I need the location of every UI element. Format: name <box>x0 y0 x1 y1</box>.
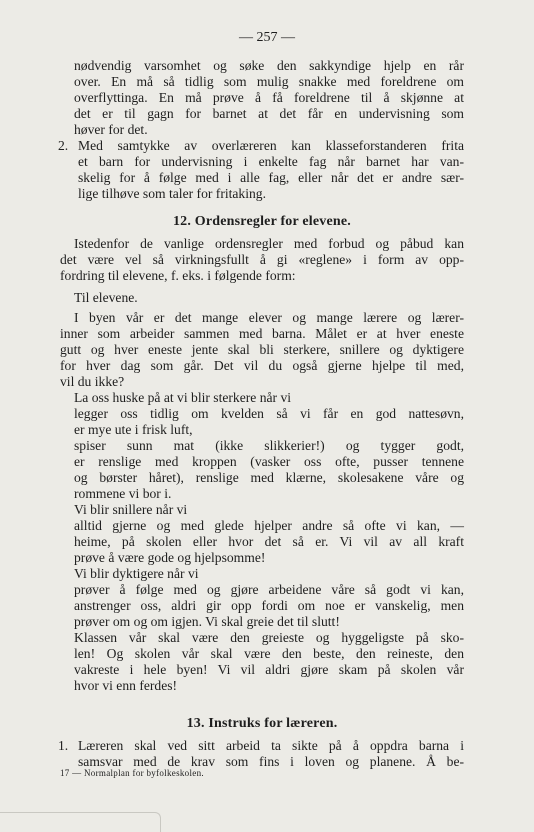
intro-paragraph <box>60 58 464 138</box>
page-number: — 257 — <box>239 30 295 45</box>
item-number: 2. <box>58 138 69 153</box>
numbered-item-1 <box>60 738 464 770</box>
text-line: det være vel så virkningsfullt å gi «reglene» i form av opp- <box>60 252 464 267</box>
page-edge-shadow <box>0 812 161 832</box>
rule-line: Vi blir dyktigere når vi <box>74 566 199 581</box>
text-line: samsvar med de krav som fins i loven og planene. Å be- <box>78 754 464 769</box>
text-line: for hver dag som går. Det vil du også gjerne hjelpe til med, <box>60 358 464 373</box>
text-line: det er til gagn for barnet at det får en undervisning som <box>74 106 464 121</box>
text-line: Læreren skal ved sitt arbeid ta sikte på å oppdra barna i <box>78 738 464 753</box>
rule-line: Vi blir snillere når vi <box>74 502 188 517</box>
rule-line: prøver om og om igjen. Vi skal greie det til slutt! <box>74 614 340 629</box>
section-13-heading: 13. Instruks for læreren. <box>186 716 338 731</box>
rules-list <box>60 390 464 694</box>
rule-line: anstrenger oss, aldri gir opp fordi om noe er vanskelig, men <box>74 598 464 613</box>
section-12-heading: 12. Ordensregler for elevene. <box>172 214 352 229</box>
rule-line: er mye ute i frisk luft, <box>74 422 193 437</box>
numbered-item-2 <box>60 138 464 202</box>
footnote: 17 — Normalplan for byfolkeskolen. <box>60 768 204 778</box>
rule-line: hvor vi enn ferdes! <box>74 678 178 693</box>
text-line: Istedenfor de vanlige ordensregler med forbud og påbud kan <box>74 236 464 251</box>
rule-line: Klassen vår skal være den greieste og hyggeligste på sko- <box>74 630 464 645</box>
rule-line: og børster håret), renslige med klærne, skolesakene våre og <box>74 470 464 485</box>
rule-line: alltid gjerne og med glede hjelper andre så ofte vi kan, — <box>74 518 464 533</box>
rule-line: vakreste i hele byen! Vi vil aldri gjøre skam på skolen vår <box>74 662 464 677</box>
text-line: nødvendig varsomhet og søke den sakkyndige hjelp en rår <box>74 58 464 73</box>
rule-line: heime, på skolen eller hvor det så er. Vi vil av all kraft <box>74 534 464 549</box>
text-line: gutt og hver eneste jente skal bli sterkere, snillere og dyktigere <box>60 342 464 357</box>
rule-line: La oss huske på at vi blir sterkere når vi <box>74 390 292 405</box>
text-line: et barn for undervisning i enkelte fag når barnet har van- <box>78 154 464 169</box>
section-12-intro <box>60 236 464 284</box>
text-line: fordring til elevene, f. eks. i følgende form: <box>60 268 296 283</box>
text-line: I byen vår er det mange elever og mange lærere og lærer- <box>74 310 464 325</box>
rule-line: len! Og skolen vår skal være den beste, den reineste, den <box>74 646 464 661</box>
rule-line: er renslige med kroppen (vasker oss ofte, pusser tennene <box>74 454 464 469</box>
rule-line: spiser sunn mat (ikke slikkerier!) og tygger godt, <box>74 438 464 453</box>
text-line: over. En må så tidlig som mulig snakke med foreldrene om <box>74 74 464 89</box>
page-body <box>60 58 464 770</box>
text-line: overflyttinga. En må prøve å få foreldrene til å skjønne at <box>74 90 464 105</box>
text-line: lige tilhøve som taler for fritaking. <box>78 186 266 201</box>
item-number: 1. <box>58 738 69 753</box>
section-12-paragraph <box>60 310 464 390</box>
text-line: Med samtykke av overlæreren kan klasseforstanderen frita <box>78 138 464 153</box>
text-line: høver for det. <box>74 122 148 137</box>
text-line: inner som arbeider sammen med barna. Målet er at hver eneste <box>60 326 464 341</box>
rule-line: legger oss tidlig om kvelden så vi får en god nattesøvn, <box>74 406 464 421</box>
rule-line: prøve å være gode og hjelpsomme! <box>74 550 266 565</box>
rule-line: prøver å følge med og gjøre arbeidene våre så godt vi kan, <box>74 582 464 597</box>
text-line: vil du ikke? <box>60 374 125 389</box>
text-line: skelig for å følge med i alle fag, eller når det er andre sær- <box>78 170 464 185</box>
rule-line: rommene vi bor i. <box>74 486 172 501</box>
salutation: Til elevene. <box>74 290 138 305</box>
